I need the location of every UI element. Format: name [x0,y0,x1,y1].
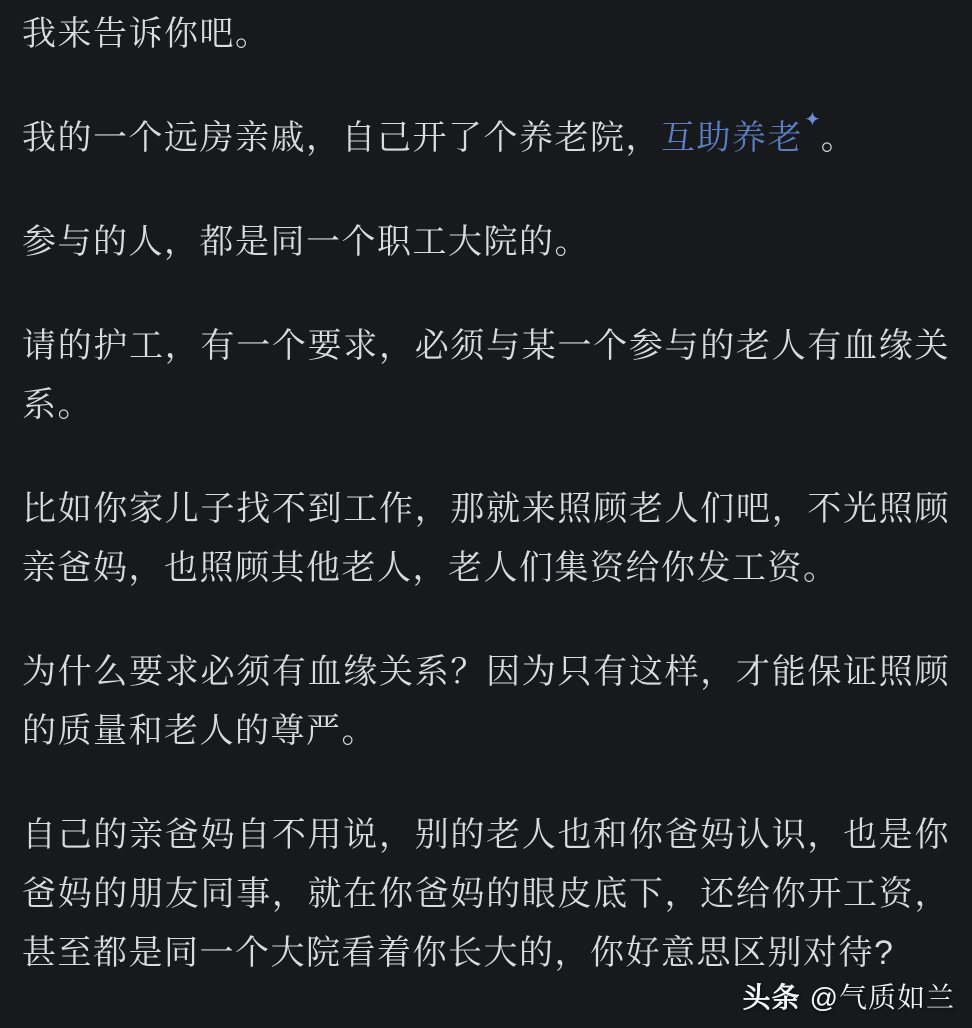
watermark-handle: @气质如兰 [809,982,955,1013]
paragraph-6: 为什么要求必须有血缘关系？因为只有这样，才能保证照顾的质量和老人的尊严。 [22,653,950,750]
paragraph-5: 比如你家儿子找不到工作，那就来照顾老人们吧，不光照顾亲爸妈，也照顾其他老人，老人们集资给你发工资。 [22,490,950,587]
paragraph-3: 参与的人，都是同一个职工大院的。 [22,223,590,261]
toutiao-logo: 头条 [742,982,801,1013]
mutual-aid-pension-link[interactable]: 互助养老 [661,119,803,157]
sparkle-icon: ✦ [804,108,821,131]
paragraph-1: 我来告诉你吧。 [22,15,271,53]
paragraph-2 [22,109,950,168]
watermark [743,976,955,1016]
paragraph-2-text-after: 。 [820,119,857,157]
paragraph-2-text-before: 我的一个远房亲戚，自己开了个养老院， [22,119,661,157]
paragraph-7: 自己的亲爸妈自不用说，别的老人也和你爸妈认识，也是你爸妈的朋友同事，就在你爸妈的眼皮底下，还给你开工资，甚至都是同一个大院看着你长大的，你好意思区别对待? [22,816,950,972]
paragraph-4: 请的护工，有一个要求，必须与某一个参与的老人有血缘关系。 [22,327,950,424]
